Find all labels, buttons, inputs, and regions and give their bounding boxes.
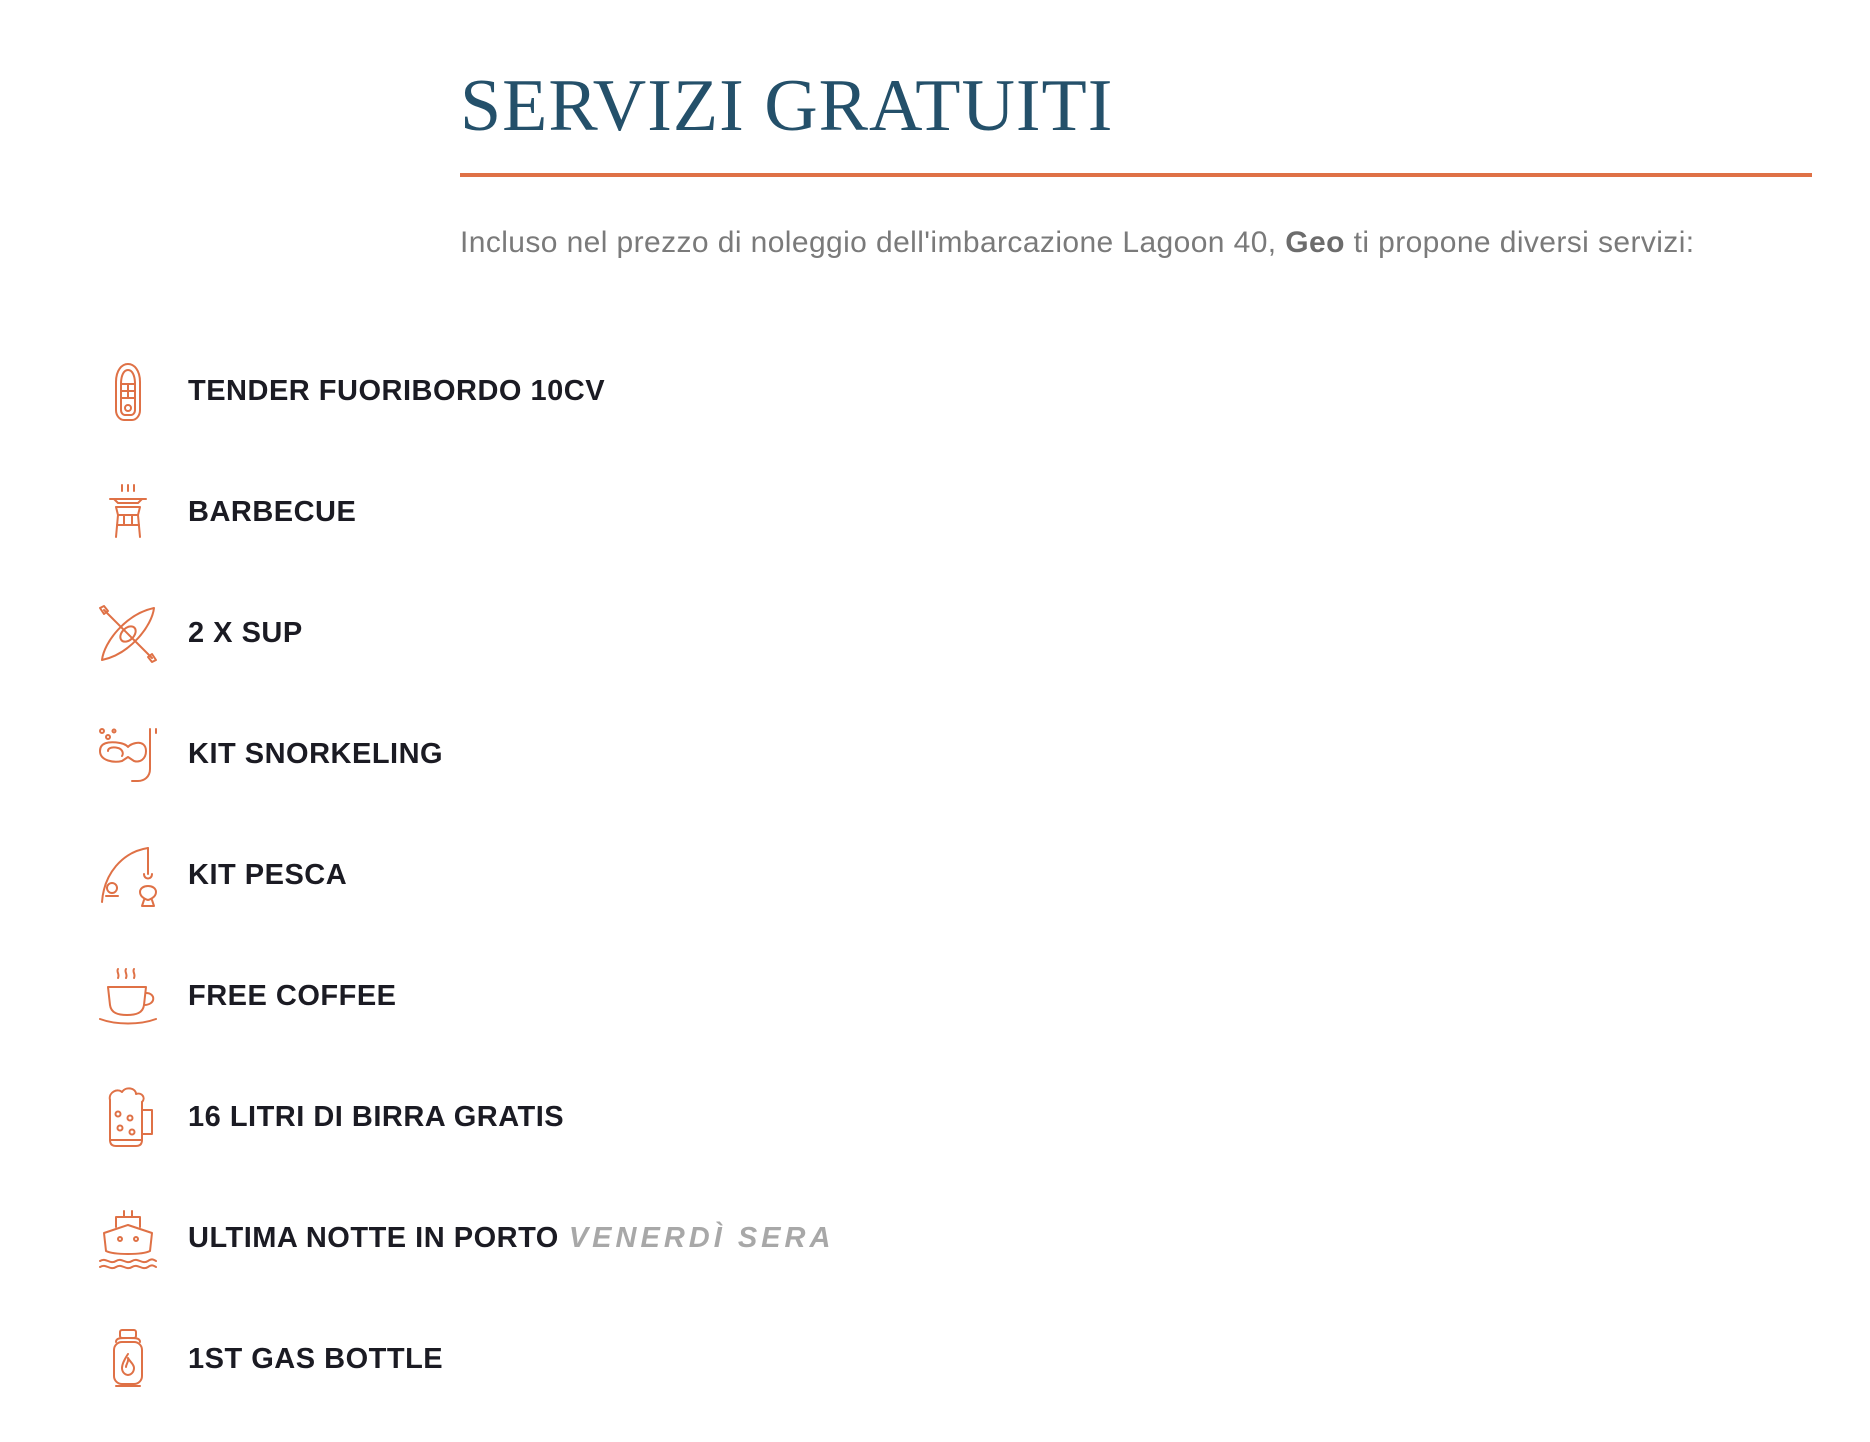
gas-bottle-icon <box>96 1328 160 1392</box>
service-item-coffee <box>96 951 834 1072</box>
service-label-text: ULTIMA NOTTE IN PORTO <box>188 1222 559 1254</box>
ship-icon <box>96 1207 160 1271</box>
service-item-sup <box>96 588 834 709</box>
fishing-rod-icon <box>96 844 160 908</box>
page-title: SERVIZI GRATUITI <box>460 65 1114 147</box>
coffee-cup-icon <box>96 965 160 1029</box>
service-item-gas <box>96 1314 834 1435</box>
title-divider <box>460 173 1812 177</box>
service-item-last-night <box>96 1193 834 1314</box>
service-label: BARBECUE <box>188 496 357 528</box>
beer-mug-icon <box>96 1086 160 1150</box>
barbecue-grill-icon <box>96 481 160 545</box>
intro-text-start: Incluso nel prezzo di noleggio dell'imbarcazione Lagoon 40, <box>460 226 1277 259</box>
services-list <box>96 346 834 1435</box>
service-label: FREE COFFEE <box>188 980 397 1012</box>
service-label: 16 LITRI DI BIRRA GRATIS <box>188 1101 565 1133</box>
service-label: TENDER FUORIBORDO 10CV <box>188 375 606 407</box>
snorkel-mask-icon <box>96 723 160 787</box>
service-item-beer <box>96 1072 834 1193</box>
service-item-snorkeling <box>96 709 834 830</box>
service-label <box>188 1222 834 1255</box>
service-label: 2 X SUP <box>188 617 303 649</box>
service-label: KIT PESCA <box>188 859 348 891</box>
inflatable-boat-icon <box>96 360 160 424</box>
services-header <box>460 65 1812 259</box>
service-note: VENERDÌ SERA <box>568 1222 835 1254</box>
service-item-fishing <box>96 830 834 951</box>
kayak-paddle-icon <box>96 602 160 666</box>
service-label: KIT SNORKELING <box>188 738 444 770</box>
intro-text <box>460 226 1812 260</box>
service-item-barbecue <box>96 467 834 588</box>
intro-brand-name: Geo <box>1285 226 1345 259</box>
service-label: 1ST GAS BOTTLE <box>188 1343 444 1375</box>
intro-text-end: ti propone diversi servizi: <box>1353 226 1695 259</box>
service-item-tender <box>96 346 834 467</box>
